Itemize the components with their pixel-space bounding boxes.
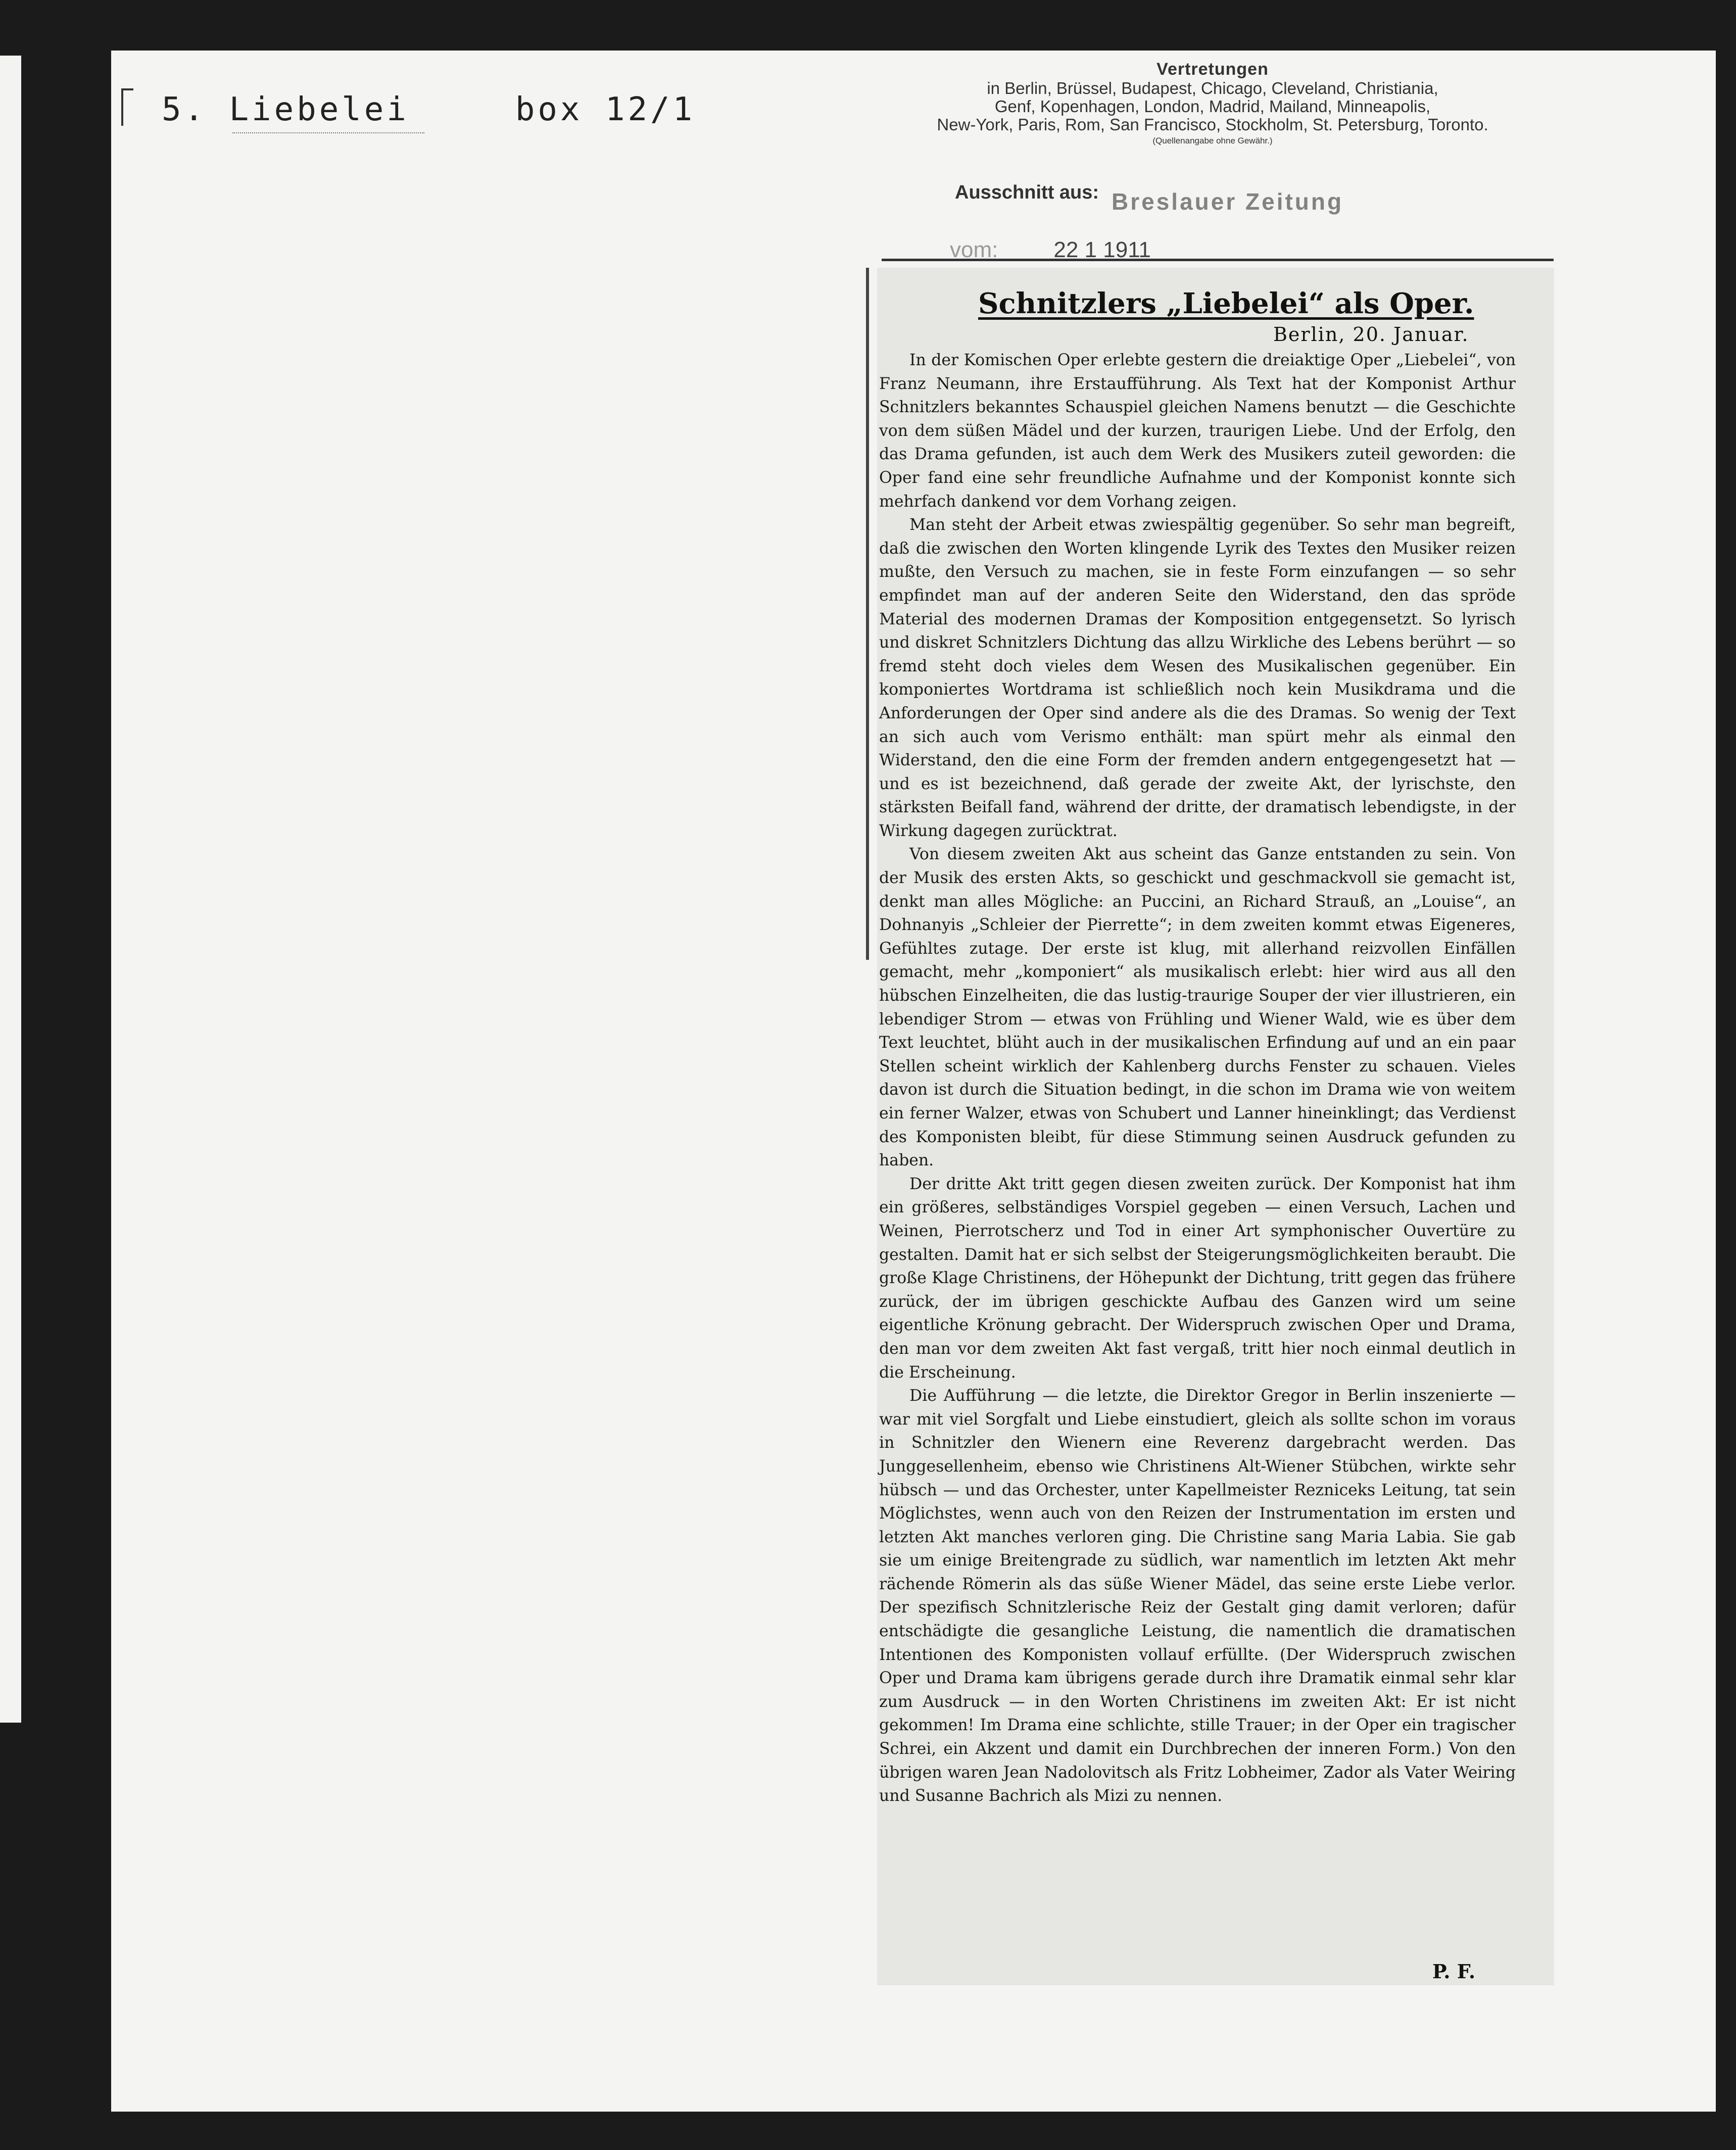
article-dateline: Berlin, 20. Januar. [1273, 323, 1469, 346]
article-paragraph: Man steht der Arbeit etwas zwiespältig gegenüber. So sehr man begreift, daß die zwischen den Worten klingende Lyrik des Textes den Musiker reizen mußte, den Versuch zu machen, sie in feste Form einzufangen — so sehr empfindet man auf der anderen Seite den Widerstand, den das spröde Material des modernen Dramas der Komposition entgegensetzt. So lyrisch und diskret Schnitzlers Dichtung das allzu Wirkliche des Lebens berührt — so fremd steht doch vieles dem Wesen des Musikalischen gegenüber. Ein komponiertes Wortdrama ist schließlich noch kein Musikdrama und die Anforderungen der Oper sind andere als die des Dramas. So wenig der Text an sich auch vom Verismo enthält: man spürt mehr als einmal den Widerstand, den die eine Form der fremden andern entgegengesetzt hat — und es ist bezeichnend, daß gerade der zweite Akt, der lyrischste, den stärksten Beifall fand, während der dritte, der dramatisch lebendigste, in der Wirkung dagegen zurücktrat. [879, 516, 1516, 840]
folder-label [162, 91, 695, 128]
article-paragraph: Von diesem zweiten Akt aus scheint das Ganze entstanden zu sein. Von der Musik des ersten Akts, so geschickt und geschmackvoll sie gemacht ist, denkt man alles Mögliche: an Puccini, an Richard Strauß, an „Louise“, an Dohnanyis „Schleier der Pierrette“; in dem zweiten kommt etwas Eigeneres, Gefühltes zutage. Der erste ist klug, mit allerhand reizvollen Einfällen gemacht, mehr „komponiert“ als musikalisch erlebt: hier wird aus all den hübschen Einzelheiten, die das lustig-traurige Souper der vier illustrieren, ein lebendiger Strom — etwas von Frühling und Wiener Wald, wie es über dem Text leuchtet, blüht auch in der musikalischen Erfindung auf und an ein paar Stellen scheint wirklich der Kahlenberg durchs Fenster zu schauen. Vieles davon ist durch die Situation bedingt, in die schon im Drama wie von weitem ein ferner Walzer, etwas von Schubert und Lanner hineinklingt; das Verdienst des Komponisten bleibt, für diese Stimmung seinen Ausdruck gefunden zu haben. [879, 845, 1516, 1170]
article-signature: P. F. [1432, 1960, 1476, 1983]
header-rule [882, 259, 1554, 261]
agency-heading: Vertretungen [1156, 60, 1269, 79]
article-title: Schnitzlers „Liebelei“ als Oper. [978, 287, 1474, 320]
agency-cities-1: in Berlin, Brüssel, Budapest, Chicago, Cleveland, Christiania, [987, 79, 1438, 97]
article-paragraph: Die Aufführung — die letzte, die Direktor Gregor in Berlin inszenierte — war mit viel Sorgfalt und Liebe einstudiert, gleich als sollte schon im voraus in Schnitzler den Wienern eine Reverenz dargebracht werden. Das Junggesellenheim, ebenso wie Christinens Alt-Wiener Stübchen, wirkte sehr hübsch — und das Orchester, unter Kapellmeister Rezniceks Leitung, tat sein Möglichstes, wenn auch von den Reizen der Instrumentation im ersten und letzten Akt manches verloren ging. Die Christine sang Maria Labia. Sie gab sie um einige Breitengrade zu südlich, war namentlich im letzten Akt mehr rächende Römerin als das süße Wiener Mädel, das seine erste Liebe verlor. Der spezifisch Schnitzlerische Reiz der Gestalt ging damit verloren; dafür entschädigte die gesangliche Leistung, die namentlich die dramatischen Intentionen des Komponisten vollauf erfüllte. (Der Widerspruch zwischen Oper und Drama kam übrigens gerade durch ihre Dramatik einmal sehr klar zum Ausdruck — in den Worten Christinens im zweiten Akt: Er ist nicht gekommen! Im Drama eine schlichte, stille Trauer; in der Oper ein tragischer Schrei, ein Akzent und damit ein Durchbrechen der inneren Form.) Von den übrigen waren Jean Nadolovitsch als Fritz Lobheimer, Zador als Vater Weiring und Susanne Bachrich als Mizi zu nennen. [879, 1387, 1516, 1805]
article-paragraph: Der dritte Akt tritt gegen diesen zweiten zurück. Der Komponist hat ihm ein größeres, selbständiges Vorspiel gegeben — einen Versuch, Lachen und Weinen, Pierrotscherz und Tod in einer Art symphonischer Ouvertüre zu gestalten. Damit hat er sich selbst der Steigerungsmöglichkeiten beraubt. Die große Klage Christinens, der Höhepunkt der Dichtung, tritt gegen das frühere zurück, der im übrigen geschickte Aufbau des Ganzen wird um seine eigentliche Krönung gebracht. Der Widerspruch zwischen Oper und Drama, den man vor dem zweiten Akt fast vergaß, tritt hier noch einmal deutlich in die Erscheinung. [879, 1175, 1516, 1382]
margin-pencil-mark [866, 268, 869, 960]
agency-header [930, 60, 1496, 146]
adjacent-page-edge [0, 56, 21, 1723]
source-stamp: Breslauer Zeitung [1112, 188, 1344, 215]
label-underline [232, 132, 424, 133]
agency-cities-3: New-York, Paris, Rom, San Francisco, Stockholm, St. Petersburg, Toronto. [937, 115, 1488, 134]
date-stamp: 22 1 1911 [1053, 237, 1151, 262]
date-prefix: vom: [950, 237, 998, 262]
agency-note: (Quellenangabe ohne Gewähr.) [1152, 136, 1273, 145]
agency-cities-2: Genf, Kopenhagen, London, Madrid, Mailand, Minneapolis, [994, 97, 1431, 116]
label-bracket [121, 88, 133, 126]
folder-label-box: box 12/1 [515, 91, 696, 128]
folder-label-number: 5. Liebelei [162, 91, 409, 128]
cutout-label: Ausschnitt aus: [955, 182, 1099, 203]
article-paragraph: In der Komischen Oper erlebte gestern die dreiaktige Oper „Liebelei“, von Franz Neumann, ihre Erstaufführung. Als Text hat der Komponist Arthur Schnitzlers bekanntes Schauspiel gleichen Namens benutzt — die Geschichte von dem süßen Mädel und der kurzen, traurigen Liebe. Und der Erfolg, den das Drama gefunden, ist auch dem Werk des Musikers zuteil geworden: die Oper fand eine sehr freundliche Aufnahme und der Komponist konnte sich mehrfach dankend vor dem Vorhang zeigen. [879, 351, 1516, 511]
article-body [879, 349, 1516, 1808]
